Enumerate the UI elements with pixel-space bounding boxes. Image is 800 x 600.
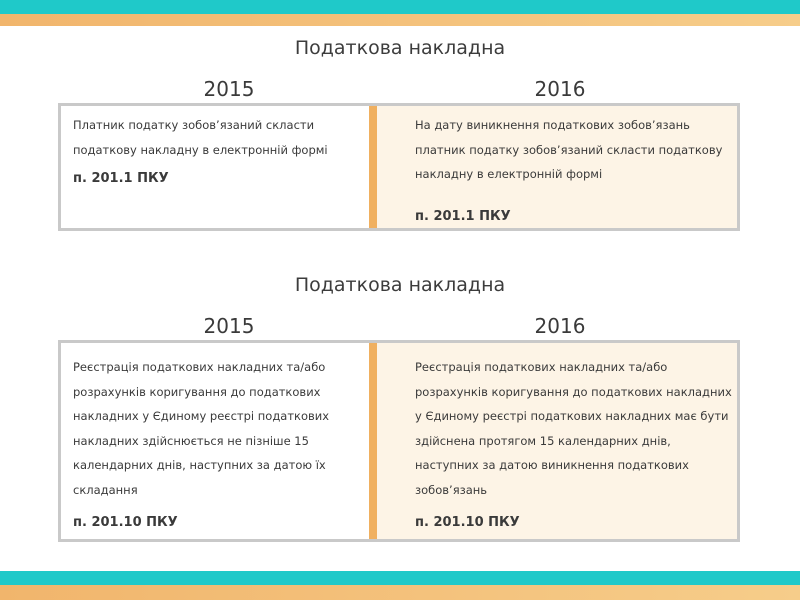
bottom-teal-stripe xyxy=(0,571,800,585)
section-2-title: Податкова накладна xyxy=(294,274,506,296)
section-1-year-2016: 2016 xyxy=(534,77,586,101)
section-1-cell-2015 xyxy=(61,106,369,228)
section-1-title: Податкова накладна xyxy=(294,37,506,59)
section-1-text-2016: На дату виникнення податкових зобов’язань платник податку зобов’язаний скласти податкову накладну в електронній формі xyxy=(415,118,723,181)
section-1-year-2015: 2015 xyxy=(203,77,255,101)
bottom-orange-stripe xyxy=(0,585,800,600)
section-2-comparison-table xyxy=(58,340,740,542)
section-2-cell-2016 xyxy=(377,343,737,539)
section-2-cell-2015 xyxy=(61,343,369,539)
section-1-ref-2015: п. 201.1 ПКУ xyxy=(73,171,169,186)
section-2-divider xyxy=(369,343,377,539)
section-1-text-2015: Платник податку зобов’язаний скласти податкову накладну в електронній формі xyxy=(73,118,328,157)
section-1-ref-2016: п. 201.1 ПКУ xyxy=(415,209,511,224)
section-2-text-2016: Реєстрація податкових накладних та/або розрахунків коригування до податкових накладних у Єдиному реєстрі податкових накладних має бути здійснена протягом 15 календарних днів, наступних за датою виникнення податкових зобов’язань xyxy=(415,360,732,497)
section-1-cell-2016 xyxy=(377,106,737,228)
section-1-divider xyxy=(369,106,377,228)
section-1-comparison-table xyxy=(58,103,740,231)
section-2-year-2015: 2015 xyxy=(203,314,255,338)
section-2-text-2015: Реєстрація податкових накладних та/або розрахунків коригування до податкових накладних у Єдиному реєстрі податкових накладних здійснюється не пізніше 15 календарних днів, наступних за датою їх складання xyxy=(73,360,330,497)
top-orange-stripe xyxy=(0,14,800,26)
section-2-ref-2016: п. 201.10 ПКУ xyxy=(415,515,520,530)
top-teal-stripe xyxy=(0,0,800,14)
section-2-year-2016: 2016 xyxy=(534,314,586,338)
section-2-ref-2015: п. 201.10 ПКУ xyxy=(73,515,178,530)
